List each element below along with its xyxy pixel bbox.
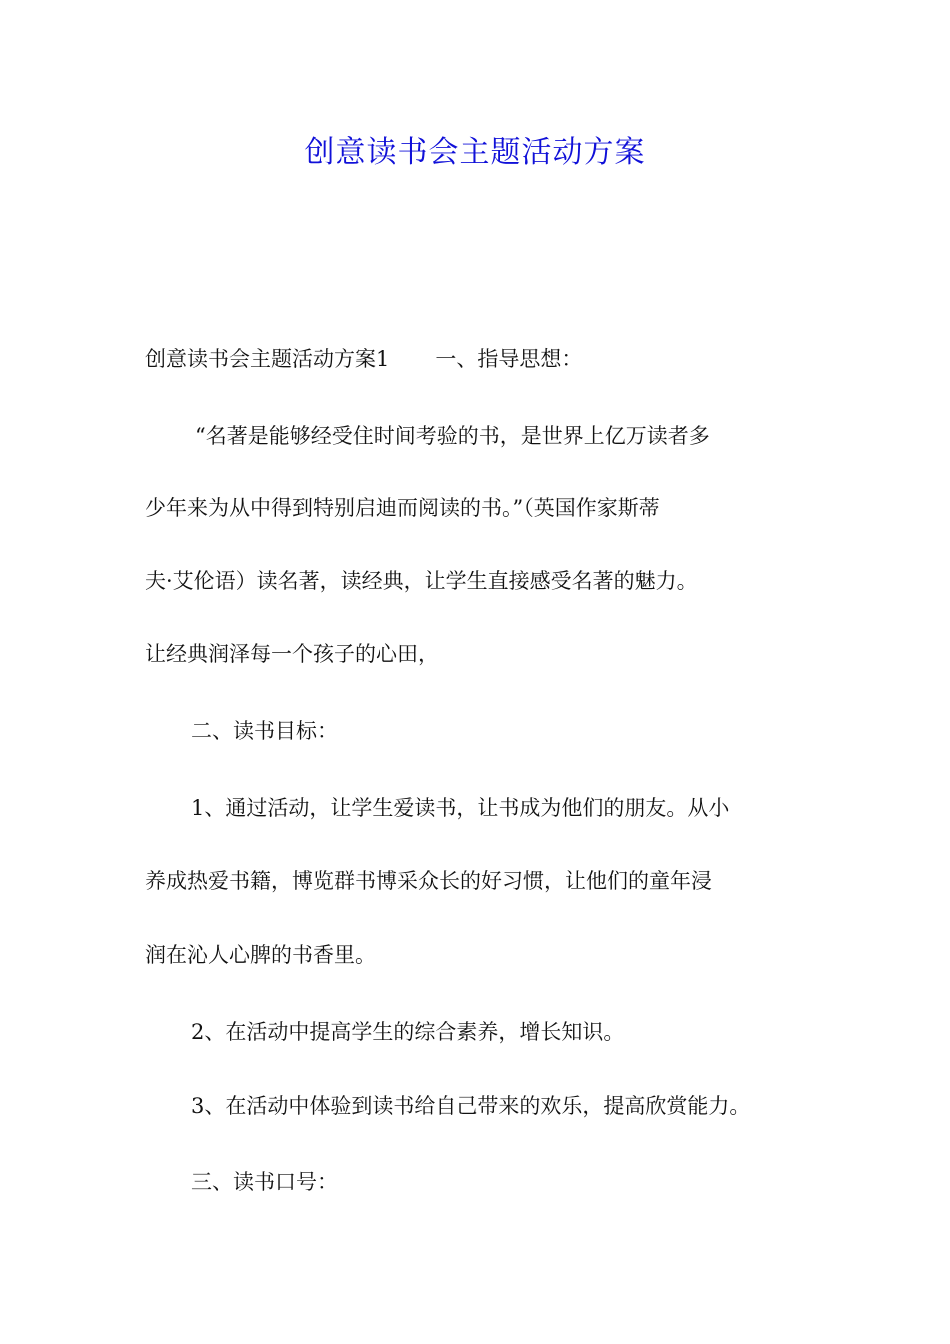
document-title: 创意读书会主题活动方案 xyxy=(304,135,646,170)
body-line-2: “名著是能够经受住时间考验的书，是世界上亿万读者多 xyxy=(195,424,710,448)
body-line-9: 润在沁人心脾的书香里。 xyxy=(145,943,376,967)
body-line-10: 2、在活动中提高学生的综合素养，增长知识。 xyxy=(191,1020,625,1044)
body-line-3: 少年来为从中得到特别启迪而阅读的书。”（英国作家斯蒂 xyxy=(145,496,660,520)
body-line-8: 养成热爱书籍，博览群书博采众长的好习惯，让他们的童年浸 xyxy=(145,869,712,893)
section-heading-guiding: 一、指导思想： xyxy=(435,347,583,371)
section-heading-slogan: 三、读书口号： xyxy=(191,1170,338,1194)
body-line-11: 3、在活动中体验到读书给自己带来的欢乐，提高欣赏能力。 xyxy=(191,1094,751,1118)
body-line-1 xyxy=(145,344,825,374)
body-line-4: 夫·艾伦语）读名著，读经典，让学生直接感受名著的魅力。 xyxy=(145,569,698,593)
body-line-7: 1、通过活动，让学生爱读书，让书成为他们的朋友。从小 xyxy=(191,796,730,820)
section-heading-plan: 创意读书会主题活动方案1 xyxy=(145,347,390,371)
body-line-5: 让经典润泽每一个孩子的心田， xyxy=(145,642,439,666)
section-heading-goals: 二、读书目标： xyxy=(191,719,338,743)
